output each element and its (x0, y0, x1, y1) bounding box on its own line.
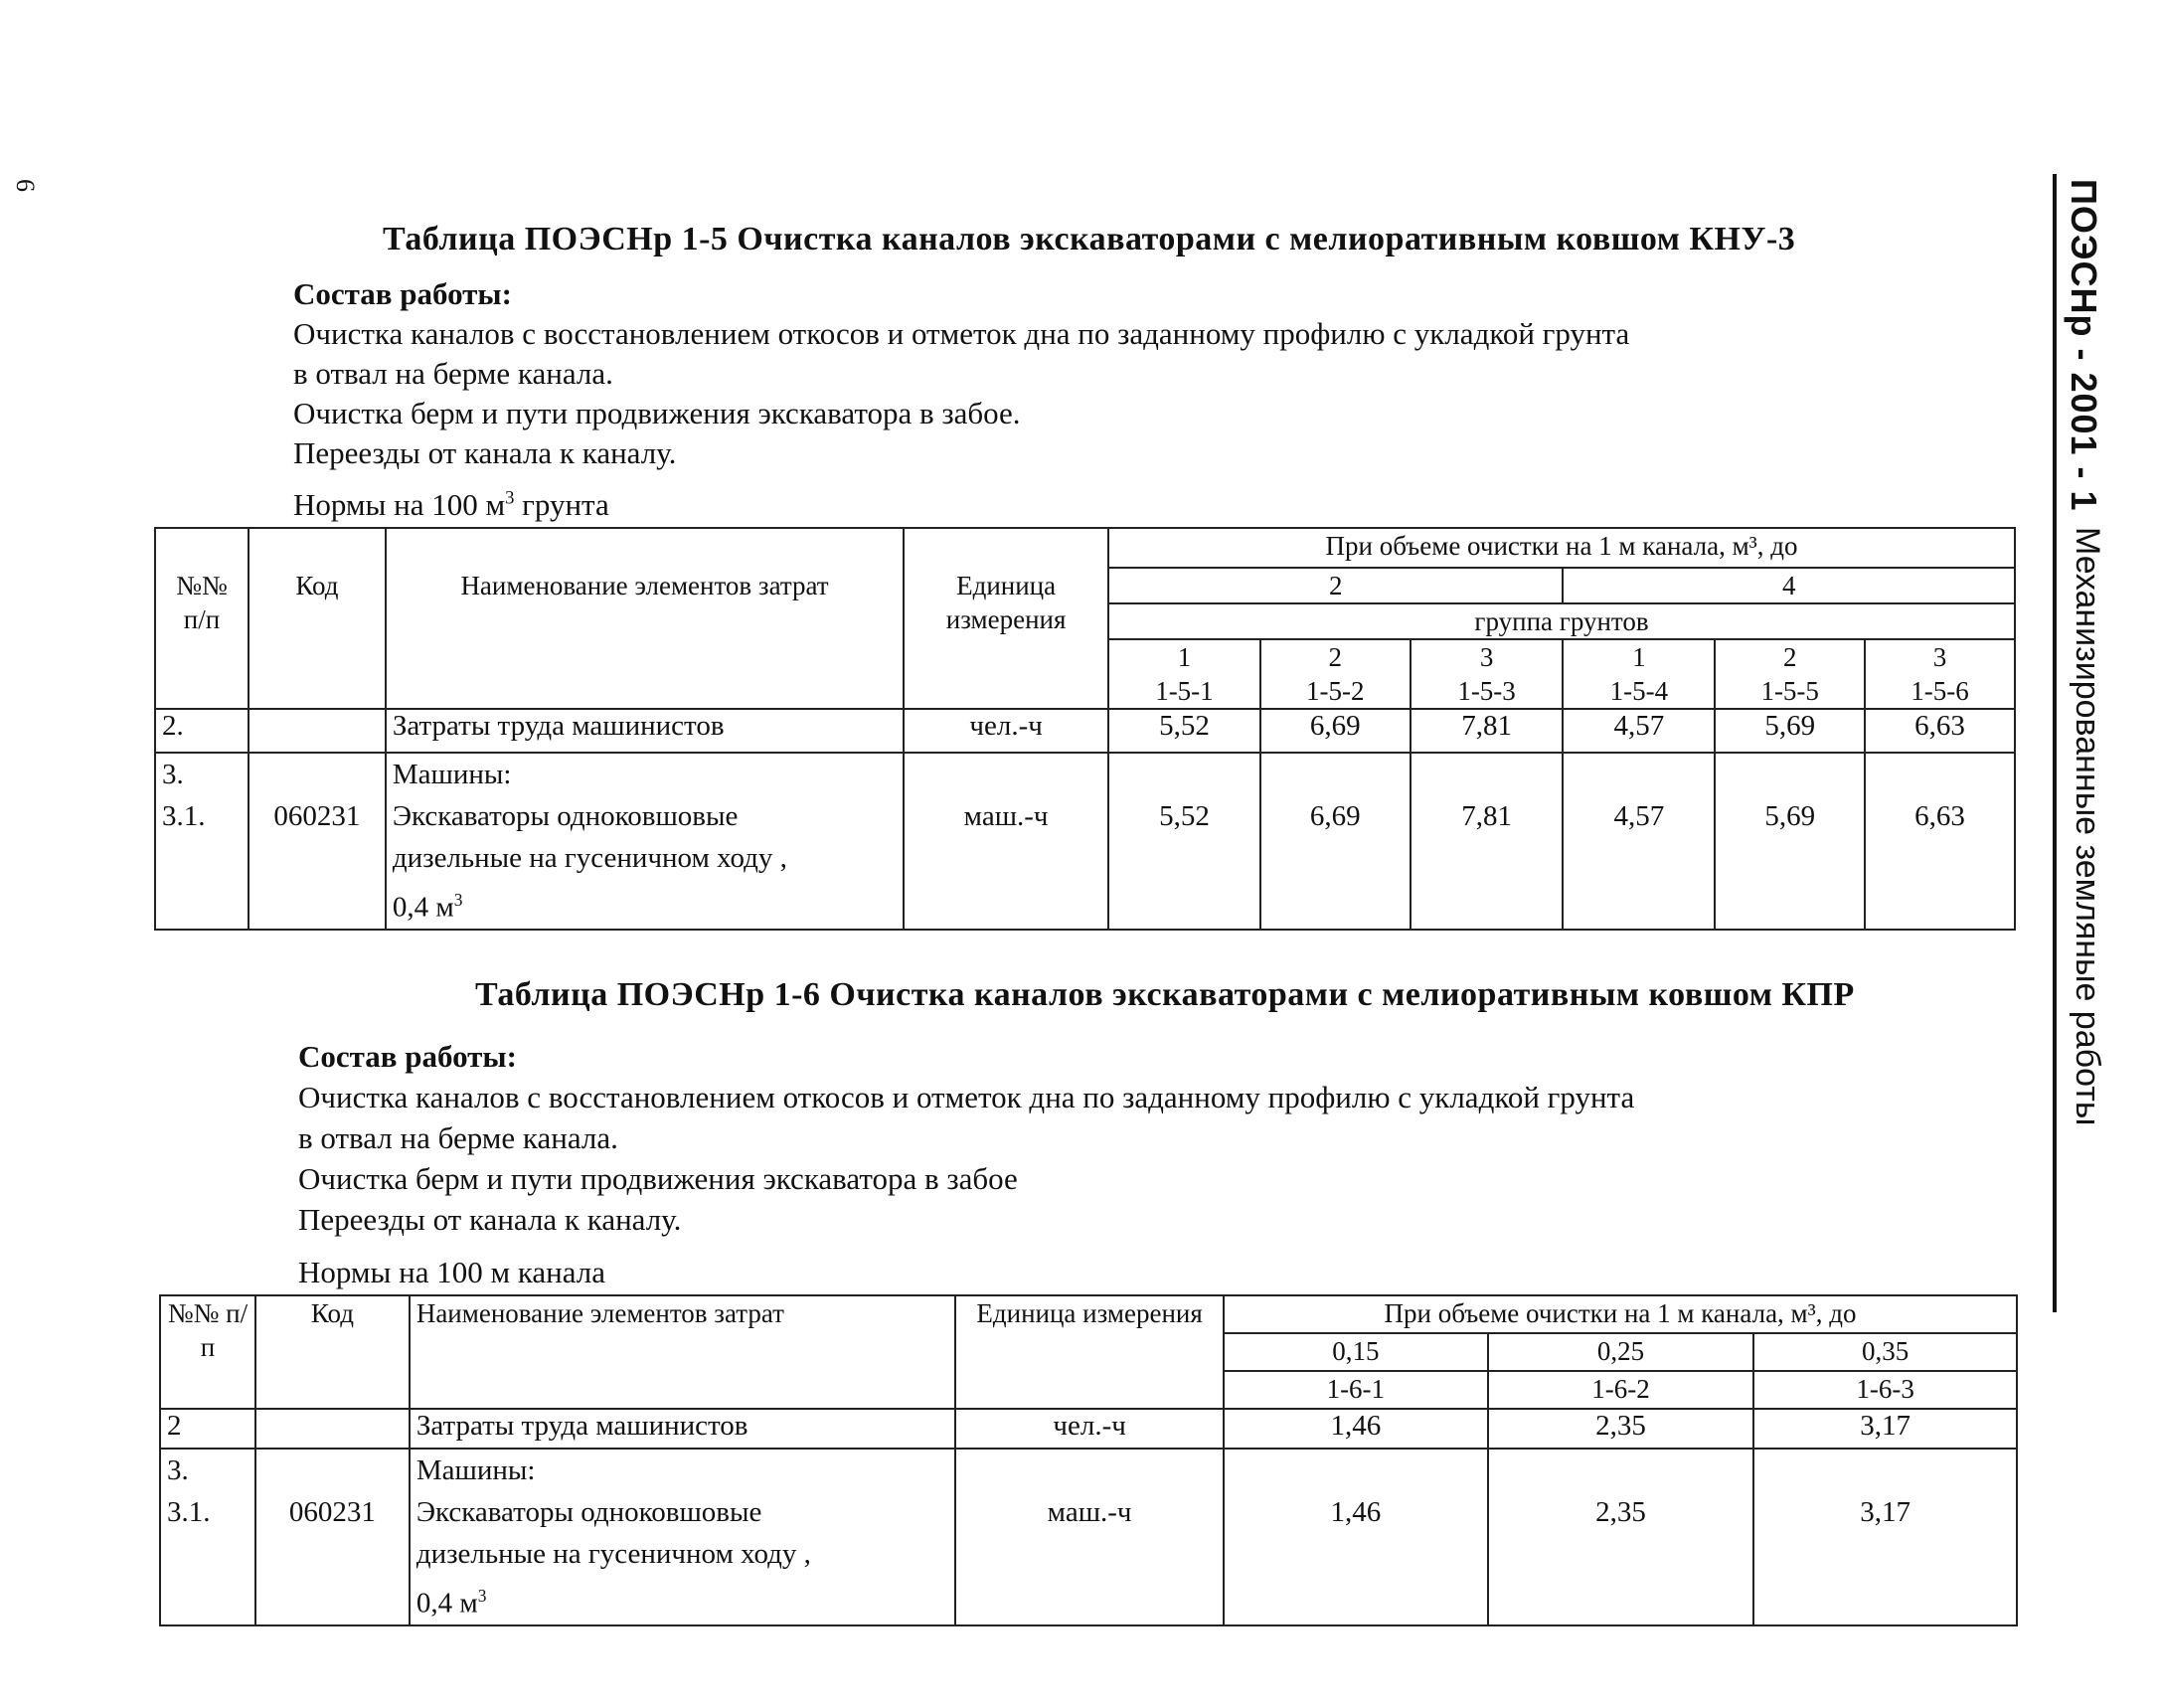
table1-title: Таблица ПОЭСНр 1-5 Очистка каналов экскаваторами с мелиоративным ковшом КНУ-3 (383, 221, 1796, 257)
table1-row-unit: чел.-ч (904, 709, 1108, 753)
table1-group-col (1865, 639, 2015, 709)
table1-row-value: 5,69 (1715, 709, 1865, 753)
table2-row-unit: чел.-ч (955, 1409, 1224, 1449)
table1-header-num: №№ п/п (155, 528, 249, 709)
table-row (155, 753, 2015, 930)
table1-row-value (1865, 753, 2015, 930)
table1-group: 3 (1932, 642, 1947, 672)
table1-row-value (1715, 753, 1865, 930)
table2-row-value (1488, 1449, 1754, 1625)
table1-row-value-text: 7,81 (1461, 800, 1512, 832)
table1-row-value: 7,81 (1411, 709, 1564, 753)
table1-group: 2 (1782, 642, 1797, 672)
table1-group: 2 (1328, 642, 1342, 672)
table1-row-value: 6,69 (1260, 709, 1411, 753)
table2-composition-line: Очистка каналов с восстановлением откосов и отметок дна по заданному профилю с укладкой грунта (298, 1080, 1635, 1114)
table2-row-name-d: 0,4 м (415, 1587, 478, 1620)
table2-row-code (255, 1409, 410, 1449)
table2-row-num: 2 (160, 1409, 255, 1449)
table1-row-name-d: 0,4 м (392, 891, 454, 924)
side-document-code: ПОЭСНр - 2001 - 1 (2064, 179, 2104, 512)
table-row (160, 1409, 2017, 1449)
table2 (159, 1294, 2018, 1626)
table1-row-value: 6,63 (1865, 709, 2015, 753)
table1-row-value (1411, 753, 1564, 930)
table1-norm-code: 1-5-5 (1760, 676, 1819, 706)
table1-composition-line: Переезды от канала к каналу. (293, 435, 677, 470)
table1-group-col (1715, 639, 1865, 709)
table1-row-value-text: 5,69 (1764, 800, 1816, 832)
table1-row-code (249, 709, 386, 753)
table1-norm-code: 1-5-2 (1306, 676, 1365, 706)
table1-header-volume: При объеме очистки на 1 м канала, м³, до (1108, 528, 2015, 568)
table2-row-value-text: 2,35 (1595, 1496, 1646, 1528)
table1-soil-group-label: группа грунтов (1108, 603, 2015, 639)
table1-composition-label: Состав работы: (293, 276, 512, 311)
table2-volume-value: 0,15 (1224, 1333, 1488, 1371)
table1-volume-value: 2 (1108, 568, 1563, 603)
table1-row-num (155, 753, 249, 930)
table1-norm-code: 1-5-6 (1910, 676, 1969, 706)
table2-row-value: 2,35 (1488, 1409, 1754, 1449)
table2-volume-value: 0,25 (1488, 1333, 1754, 1371)
table2-header-volume: При объеме очистки на 1 м канала, м³, до (1224, 1295, 2017, 1333)
table2-composition-line: Переезды от канала к каналу. (298, 1202, 682, 1237)
table2-row-unit (955, 1449, 1224, 1625)
table2-row-value-text: 3,17 (1860, 1496, 1911, 1528)
table1-header-code: Код (249, 528, 386, 709)
table2-row-num-a: 3. (167, 1454, 189, 1486)
table-row (160, 1449, 2017, 1625)
table1-row-value-text: 6,63 (1914, 800, 1965, 832)
table2-header-unit: Единица измерения (955, 1295, 1224, 1409)
table1-row-unit (904, 753, 1108, 930)
table2-norm-code: 1-6-1 (1224, 1371, 1488, 1409)
table1-norm-code: 1-5-1 (1155, 676, 1214, 706)
table1-row-num: 2. (155, 709, 249, 753)
table2-row-value: 3,17 (1753, 1409, 2017, 1449)
table2-row-num (160, 1449, 255, 1625)
table1-norm-suffix: грунта (514, 487, 609, 522)
table1-row-value (1563, 753, 1715, 930)
table2-row-unit-value: маш.-ч (1047, 1496, 1132, 1528)
table2-row-name (410, 1449, 955, 1625)
table1-row-name-c: дизельные на гусеничном ходу , (392, 842, 787, 874)
table2-row-name-b: Экскаваторы одноковшовые (415, 1496, 762, 1528)
table1-row-value (1260, 753, 1411, 930)
table1-group: 1 (1632, 642, 1646, 672)
table1-norm-code: 1-5-3 (1457, 676, 1516, 706)
table2-row-value-text: 1,46 (1330, 1496, 1382, 1528)
table1-group-col (1108, 639, 1260, 709)
table1-row-value-text: 4,57 (1613, 800, 1665, 832)
table2-row-code (255, 1449, 410, 1625)
table2-norm-code: 1-6-2 (1488, 1371, 1754, 1409)
table1-composition-line: Очистка каналов с восстановлением откосов и отметок дна по заданному профилю с укладкой грунта (293, 316, 1630, 351)
table2-row-value: 1,46 (1224, 1409, 1488, 1449)
table1-row-unit-value: маш.-ч (963, 800, 1049, 832)
table1-row-num-a: 3. (162, 759, 184, 790)
table2-norm-code: 1-6-3 (1753, 1371, 2017, 1409)
table2-norm-caption: Нормы на 100 м канала (298, 1255, 606, 1289)
table1-row-value: 5,52 (1108, 709, 1260, 753)
table1-header-name: Наименование элементов затрат (386, 528, 904, 709)
table1-row-num-b: 3.1. (162, 800, 206, 832)
table1-row-name-b: Экскаваторы одноковшовые (392, 800, 739, 832)
table1-norm-code: 1-5-4 (1609, 676, 1669, 706)
table1-row-value (1108, 753, 1260, 930)
table2-composition-line: Очистка берм и пути продвижения экскаватора в забое (298, 1161, 1018, 1196)
table1-norm-caption (293, 487, 609, 523)
table1-group-col (1563, 639, 1715, 709)
table1-row-name-d-sup: 3 (453, 890, 463, 910)
table1-row-name-a: Машины: (392, 759, 512, 790)
table2-row-value (1224, 1449, 1488, 1625)
table1-row-value-text: 6,69 (1309, 800, 1361, 832)
table2-row-name-a: Машины: (415, 1454, 536, 1486)
table1-row-name (386, 753, 904, 930)
page-number: 6 (11, 179, 40, 192)
table1-norm-prefix: Нормы на 100 м (293, 487, 506, 522)
table1-row-name-d-line (393, 879, 897, 929)
table2-composition-label: Состав работы: (298, 1039, 517, 1074)
table1-group: 1 (1177, 642, 1192, 672)
table2-title: Таблица ПОЭСНр 1-6 Очистка каналов экскаваторами с мелиоративным ковшом КПР (475, 976, 1855, 1013)
table1-row-code (249, 753, 386, 930)
table1-row-name: Затраты труда машинистов (386, 709, 904, 753)
table2-row-name: Затраты труда машинистов (410, 1409, 955, 1449)
side-divider (2053, 174, 2057, 1312)
table1 (154, 527, 2016, 931)
table1-group-col (1260, 639, 1411, 709)
table2-header-code: Код (255, 1295, 410, 1409)
table1-composition-line: Очистка берм и пути продвижения экскаватора в забое. (293, 396, 1021, 430)
table2-row-value (1753, 1449, 2017, 1625)
table2-row-name-d-line (416, 1575, 948, 1624)
table1-row-value-text: 5,52 (1159, 800, 1210, 832)
table2-volume-value: 0,35 (1753, 1333, 2017, 1371)
table1-row-value: 4,57 (1563, 709, 1715, 753)
table1-norm-sup: 3 (505, 487, 515, 509)
table-row (155, 709, 2015, 753)
table2-composition-line: в отвал на берме канала. (298, 1120, 618, 1155)
table1-header-unit: Единица измерения (904, 528, 1108, 709)
table1-group: 3 (1479, 642, 1494, 672)
table1-composition-line: в отвал на берме канала. (293, 356, 613, 391)
table2-row-num-b: 3.1. (167, 1496, 211, 1528)
table2-row-name-d-sup: 3 (477, 1586, 487, 1606)
table1-row-code-value: 060231 (273, 800, 361, 832)
table1-group-col (1411, 639, 1564, 709)
side-section-title: Механизированные земляные работы (2069, 527, 2106, 1126)
table2-row-code-value: 060231 (288, 1496, 376, 1528)
table2-row-name-c: дизельные на гусеничном ходу , (415, 1538, 811, 1570)
table1-volume-value: 4 (1563, 568, 2015, 603)
table2-header-name: Наименование элементов затрат (410, 1295, 955, 1409)
table2-header-num: №№ п/п (160, 1295, 255, 1409)
